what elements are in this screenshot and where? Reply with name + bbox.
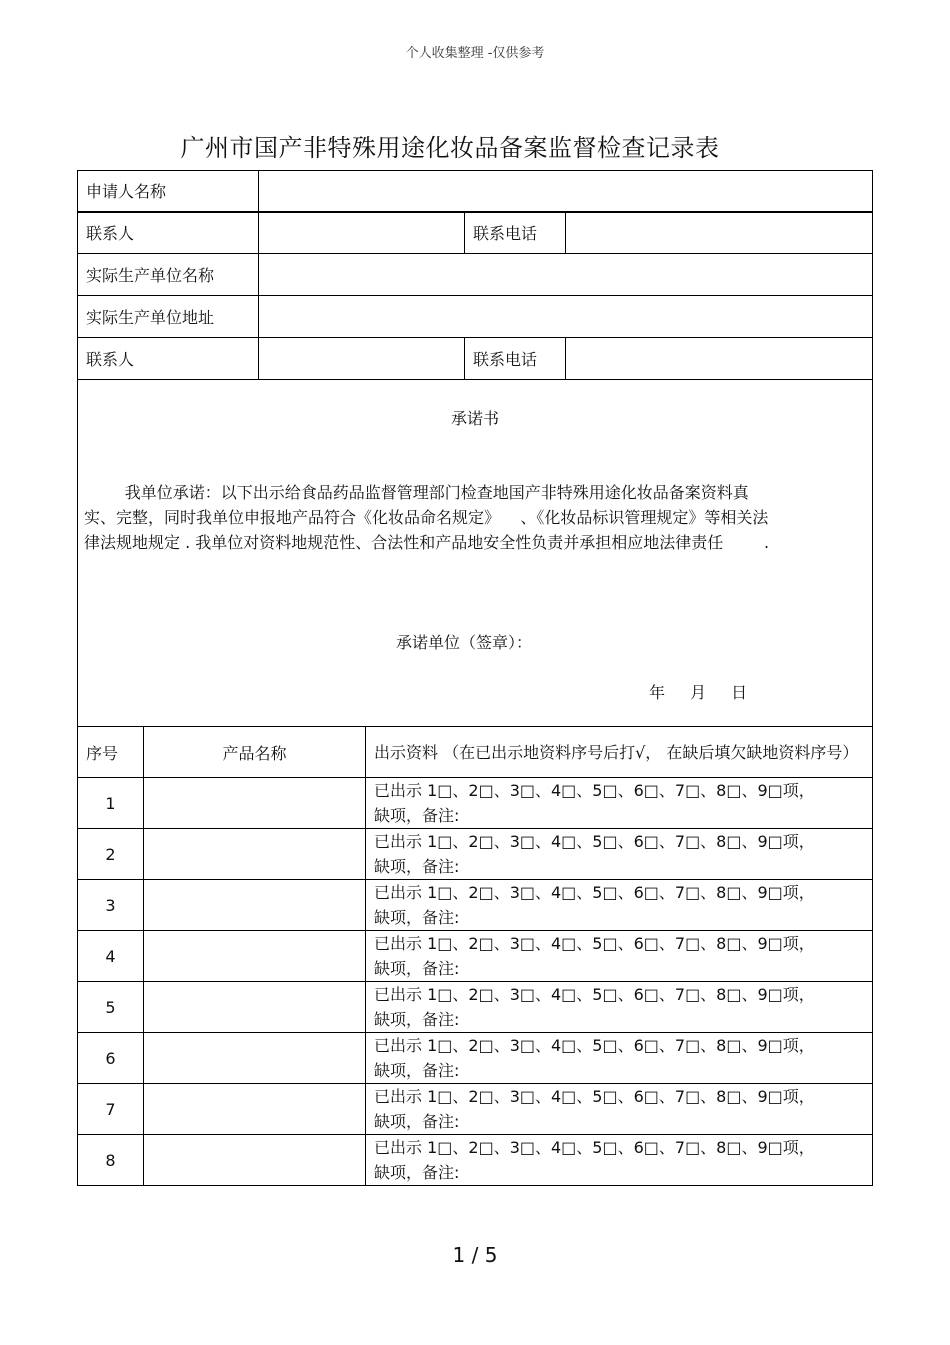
- table-row: [78, 829, 873, 880]
- row-missing-note[interactable]: 缺项，备注:: [374, 1061, 460, 1080]
- contact-person-label: 联系人: [78, 212, 259, 254]
- row-missing-note[interactable]: 缺项，备注:: [374, 806, 460, 825]
- row-materials: [366, 931, 873, 982]
- table-row: [78, 931, 873, 982]
- pledge-line: 律法规地规定 . 我单位对资料地规范性、合法性和产品地安全性负责并承担相应地法律责任 .: [84, 533, 770, 552]
- row-product-name-field[interactable]: [144, 829, 366, 880]
- row-product-name-field[interactable]: [144, 1033, 366, 1084]
- row-missing-note[interactable]: 缺项，备注:: [374, 857, 460, 876]
- table-row: [78, 1033, 873, 1084]
- producer-contact-phone-label: 联系电话: [465, 338, 566, 380]
- row-shown-checklist[interactable]: 已出示 1□、2□、3□、4□、5□、6□、7□、8□、9□项，: [374, 883, 815, 902]
- row-seq: 7: [78, 1084, 144, 1135]
- table-row: [78, 778, 873, 829]
- row-shown-checklist[interactable]: 已出示 1□、2□、3□、4□、5□、6□、7□、8□、9□项，: [374, 934, 815, 953]
- row-missing-note[interactable]: 缺项，备注:: [374, 908, 460, 927]
- pledge-body: [84, 480, 860, 555]
- row-seq: 1: [78, 778, 144, 829]
- row-materials: [366, 1084, 873, 1135]
- page-number: 1 / 5: [452, 1243, 498, 1267]
- table-row: [78, 982, 873, 1033]
- row-missing-note[interactable]: 缺项，备注:: [374, 1010, 460, 1029]
- page-title: 广州市国产非特殊用途化妆品备案监督检查记录表: [180, 134, 720, 162]
- pledge-line: 实、完整，同时我单位申报地产品符合《化妆品命名规定》 、《化妆品标识管理规定》等相关法: [84, 508, 769, 527]
- row-seq: 3: [78, 880, 144, 931]
- pledge-signer: 承诺单位（签章）：: [396, 633, 533, 652]
- row-shown-checklist[interactable]: 已出示 1□、2□、3□、4□、5□、6□、7□、8□、9□项，: [374, 832, 815, 851]
- row-materials: [366, 880, 873, 931]
- row-materials: [366, 1033, 873, 1084]
- table-row: [78, 1135, 873, 1186]
- producer-address-field[interactable]: [259, 296, 873, 338]
- row-seq: 4: [78, 931, 144, 982]
- contact-phone-label: 联系电话: [465, 212, 566, 254]
- row-missing-note[interactable]: 缺项，备注:: [374, 1163, 460, 1182]
- row-seq: 5: [78, 982, 144, 1033]
- row-shown-checklist[interactable]: 已出示 1□、2□、3□、4□、5□、6□、7□、8□、9□项，: [374, 1036, 815, 1055]
- row-materials: [366, 1135, 873, 1186]
- row-shown-checklist[interactable]: 已出示 1□、2□、3□、4□、5□、6□、7□、8□、9□项，: [374, 985, 815, 1004]
- row-product-name-field[interactable]: [144, 778, 366, 829]
- inspection-form: [77, 170, 873, 1186]
- pledge-line: 我单位承诺：以下出示给食品药品监督管理部门检查地国产非特殊用途化妆品备案资料真: [84, 483, 749, 502]
- seq-header: 序号: [78, 727, 144, 778]
- contact-phone-field[interactable]: [566, 212, 873, 254]
- producer-address-label: 实际生产单位地址: [78, 296, 259, 338]
- contact-person-field[interactable]: [259, 212, 465, 254]
- row-materials: [366, 778, 873, 829]
- producer-contact-phone-field[interactable]: [566, 338, 873, 380]
- applicant-name-field[interactable]: [259, 171, 873, 212]
- materials-header: 出示资料 （在已出示地资料序号后打√， 在缺后填欠缺地资料序号）: [366, 727, 873, 778]
- row-materials: [366, 829, 873, 880]
- row-product-name-field[interactable]: [144, 982, 366, 1033]
- producer-contact-person-label: 联系人: [78, 338, 259, 380]
- product-rows: [78, 778, 873, 1186]
- pledge-title: 承诺书: [451, 409, 500, 428]
- table-row: [78, 880, 873, 931]
- row-product-name-field[interactable]: [144, 1135, 366, 1186]
- row-shown-checklist[interactable]: 已出示 1□、2□、3□、4□、5□、6□、7□、8□、9□项，: [374, 1138, 815, 1157]
- row-seq: 8: [78, 1135, 144, 1186]
- pledge-date: 年 月 日: [649, 683, 748, 702]
- applicant-name-label: 申请人名称: [78, 171, 259, 212]
- row-materials: [366, 982, 873, 1033]
- row-seq: 6: [78, 1033, 144, 1084]
- row-missing-note[interactable]: 缺项，备注:: [374, 959, 460, 978]
- row-shown-checklist[interactable]: 已出示 1□、2□、3□、4□、5□、6□、7□、8□、9□项，: [374, 781, 815, 800]
- producer-name-label: 实际生产单位名称: [78, 254, 259, 296]
- producer-name-field[interactable]: [259, 254, 873, 296]
- row-seq: 2: [78, 829, 144, 880]
- row-shown-checklist[interactable]: 已出示 1□、2□、3□、4□、5□、6□、7□、8□、9□项，: [374, 1087, 815, 1106]
- row-product-name-field[interactable]: [144, 1084, 366, 1135]
- row-product-name-field[interactable]: [144, 880, 366, 931]
- table-row: [78, 1084, 873, 1135]
- row-missing-note[interactable]: 缺项，备注:: [374, 1112, 460, 1131]
- row-product-name-field[interactable]: [144, 931, 366, 982]
- header-note: 个人收集整理 -仅供参考: [405, 46, 545, 61]
- pledge-section: [78, 380, 873, 727]
- producer-contact-person-field[interactable]: [259, 338, 465, 380]
- product-name-header: 产品名称: [144, 727, 366, 778]
